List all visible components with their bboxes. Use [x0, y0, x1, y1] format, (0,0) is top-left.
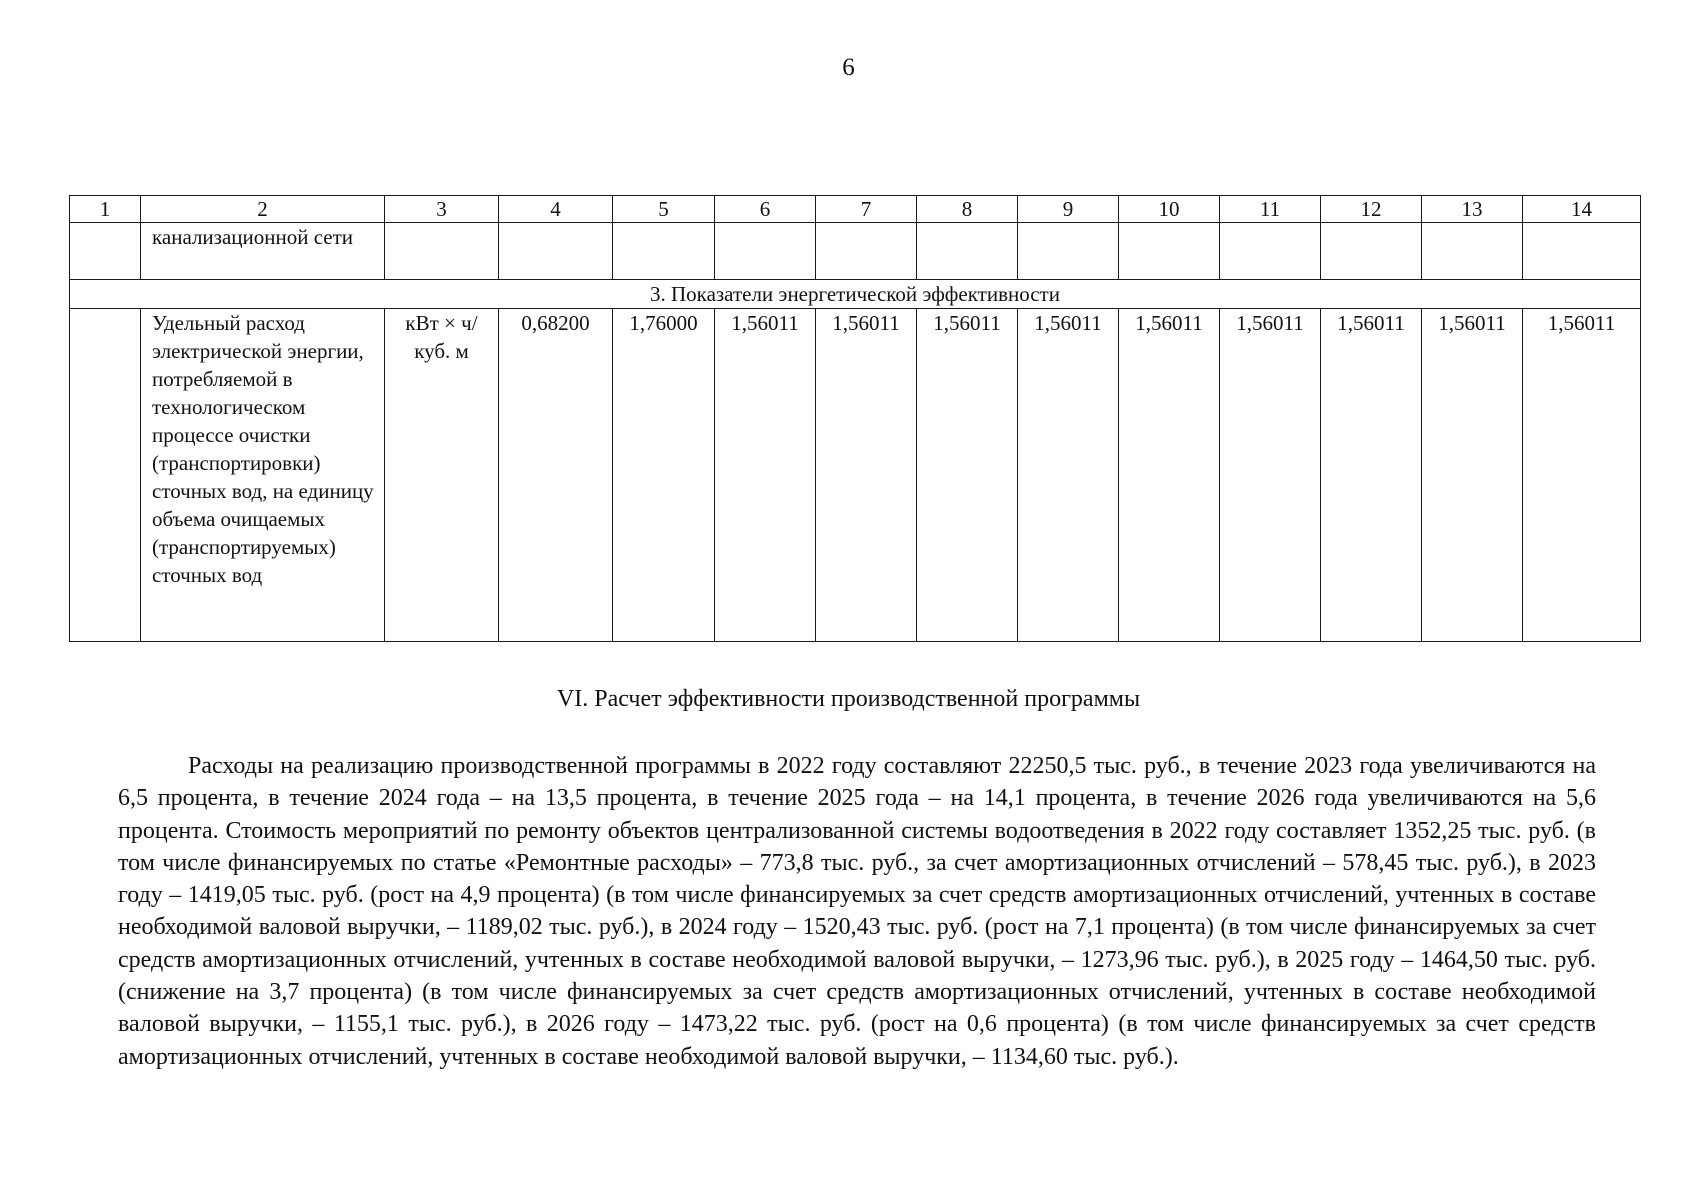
column-number: 12 [1321, 196, 1422, 223]
value-cell: 1,56011 [1422, 309, 1523, 642]
table-section-row [70, 280, 1641, 309]
empty-cell [1321, 223, 1422, 280]
column-number: 7 [816, 196, 917, 223]
section-title-cell: 3. Показатели энергетической эффективности [70, 280, 1641, 309]
column-number: 4 [499, 196, 613, 223]
page-number: 6 [842, 54, 855, 81]
value-cell: 1,56011 [1220, 309, 1321, 642]
column-number: 2 [141, 196, 385, 223]
value-cell: 1,76000 [613, 309, 715, 642]
empty-cell [70, 223, 141, 280]
empty-cell [1220, 223, 1321, 280]
empty-cell [816, 223, 917, 280]
column-number: 13 [1422, 196, 1523, 223]
value-cell: 1,56011 [1321, 309, 1422, 642]
column-number: 3 [385, 196, 499, 223]
section-heading: VI. Расчет эффективности производственной программы [556, 686, 1141, 712]
column-number: 11 [1220, 196, 1321, 223]
column-number: 14 [1523, 196, 1641, 223]
empty-cell [70, 309, 141, 642]
column-number: 1 [70, 196, 141, 223]
empty-cell [385, 223, 499, 280]
indicators-table [69, 195, 1641, 642]
value-cell: 0,68200 [499, 309, 613, 642]
body-paragraph: Расходы на реализацию производственной программы в 2022 году составляют 22250,5 тыс. руб., в течение 2023 года увеличиваются на 6,5 процента, в течение 2024 года – на 13,5 процента, в течение 2025 года – на 14,1 процента, в течение 2026 года увеличиваются на 5,6 процента. Стоимость мероприятий по ремонту объектов централизованной системы водоотведения в 2022 году составляет 1352,25 тыс. руб. (в том числе финансируемых по статье «Ремонтные расходы» – 773,8 тыс. руб., за счет амортизационных отчислений – 578,45 тыс. руб.), в 2023 году – 1419,05 тыс. руб. (рост на 4,9 процента) (в том числе финансируемых за счет средств амортизационных отчислений, учтенных в составе необходимой валовой выручки, – 1189,02 тыс. руб.), в 2024 году – 1520,43 тыс. руб. (рост на 7,1 процента) (в том числе финансируемых за счет средств амортизационных отчислений, учтенных в составе необходимой валовой выручки, – 1273,96 тыс. руб.), в 2025 году – 1464,50 тыс. руб. (снижение на 3,7 процента) (в том числе финансируемых за счет средств амортизационных отчислений, учтенных в составе необходимой валовой выручки, – 1155,1 тыс. руб.), в 2026 году – 1473,22 тыс. руб. (рост на 0,6 процента) (в том числе финансируемых за счет средств амортизационных отчислений, учтенных в составе необходимой валовой выручки, – 1134,60 тыс. руб.). [118, 753, 1596, 1070]
indicator-name-cell: канализационной сети [141, 223, 385, 280]
empty-cell [613, 223, 715, 280]
empty-cell [1018, 223, 1119, 280]
value-cell: 1,56011 [715, 309, 816, 642]
value-cell: 1,56011 [1018, 309, 1119, 642]
table-row [70, 309, 1641, 642]
empty-cell [1119, 223, 1220, 280]
empty-cell [715, 223, 816, 280]
column-number-row [70, 196, 1641, 223]
value-cell: 1,56011 [917, 309, 1018, 642]
value-cell: 1,56011 [1119, 309, 1220, 642]
value-cell: 1,56011 [816, 309, 917, 642]
column-number: 5 [613, 196, 715, 223]
empty-cell [499, 223, 613, 280]
column-number: 6 [715, 196, 816, 223]
empty-cell [1523, 223, 1641, 280]
empty-cell [917, 223, 1018, 280]
table-row [70, 223, 1641, 280]
indicator-name-cell: Удельный расход электрической энергии, потребляемой в технологическом процессе очистки (транспортировки) сточных вод, на единицу объема очищаемых (транспортируемых) сточных вод [141, 309, 385, 642]
value-cell: 1,56011 [1523, 309, 1641, 642]
column-number: 8 [917, 196, 1018, 223]
unit-cell: кВт × ч/ куб. м [385, 309, 499, 642]
column-number: 9 [1018, 196, 1119, 223]
empty-cell [1422, 223, 1523, 280]
column-number: 10 [1119, 196, 1220, 223]
